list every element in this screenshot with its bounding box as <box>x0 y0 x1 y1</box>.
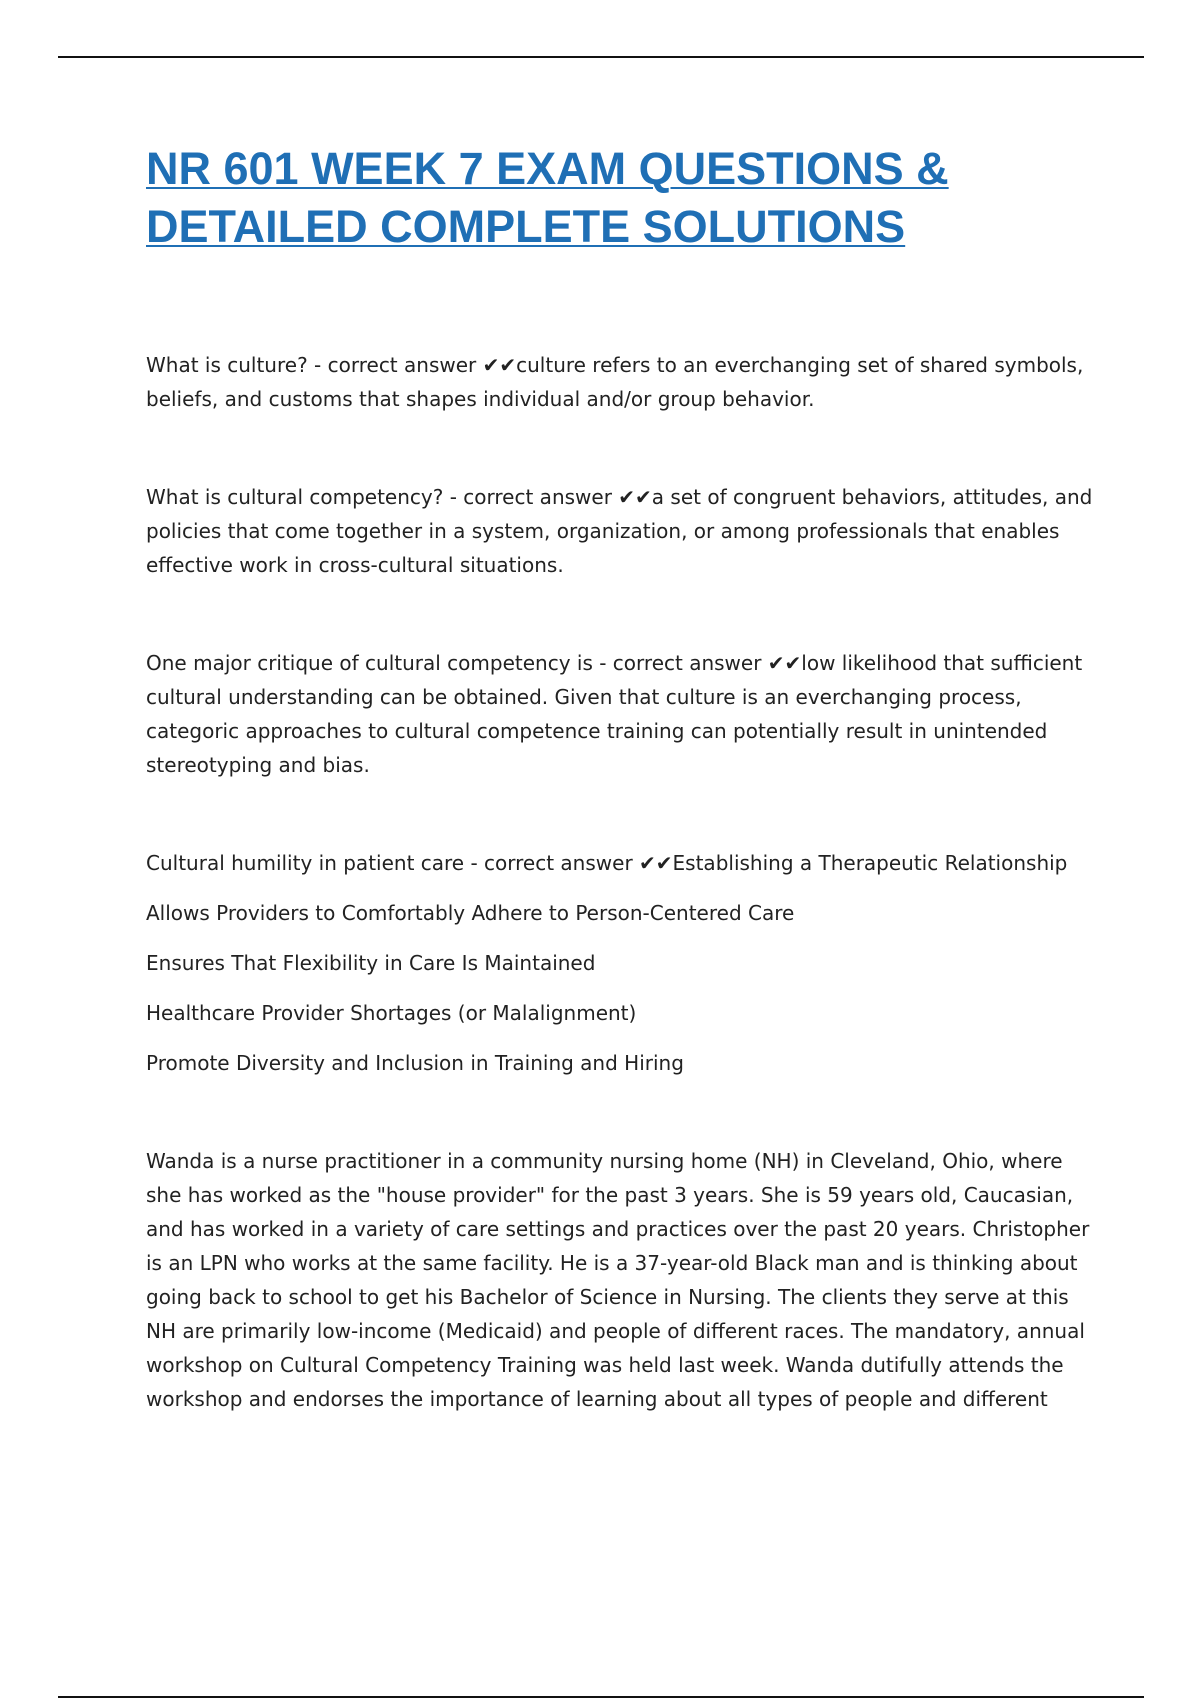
qa-cultural-competency: What is cultural competency? - correct answer ✔✔a set of congruent behaviors, attitudes, and policies that come together in a system, organization, or among professionals that enables effective work in cross-cultural situations. <box>146 485 1093 577</box>
footer-rule <box>58 1696 1144 1698</box>
header-rule <box>58 56 1144 58</box>
qa-cultural-humility: Cultural humility in patient care - correct answer ✔✔Establishing a Therapeutic Relationship <box>146 851 1068 875</box>
humility-list-item: Promote Diversity and Inclusion in Training and Hiring <box>146 1051 684 1075</box>
humility-list-item: Healthcare Provider Shortages (or Malalignment) <box>146 1001 637 1025</box>
document-title[interactable]: NR 601 WEEK 7 EXAM QUESTIONS & DETAILED COMPLETE SOLUTIONS <box>146 143 949 252</box>
qa-critique: One major critique of cultural competency is - correct answer ✔✔low likelihood that sufficient cultural understanding can be obtained. Given that culture is an everchanging process, categoric approaches to cultural competence training can potentially result in unintended stereotyping and bias. <box>146 651 1083 777</box>
humility-list-item: Allows Providers to Comfortably Adhere to Person-Centered Care <box>146 901 795 925</box>
humility-list-item: Ensures That Flexibility in Care Is Maintained <box>146 951 596 975</box>
case-study-paragraph: Wanda is a nurse practitioner in a community nursing home (NH) in Cleveland, Ohio, where she has worked as the "house provider" for the past 3 years. She is 59 years old, Caucasian, and has worked in a variety of care settings and practices over the past 20 years. Christopher is an LPN who works at the same facility. He is a 37-year-old Black man and is thinking about going back to school to get his Bachelor of Science in Nursing. The clients they serve at this NH are primarily low-income (Medicaid) and people of different races. The mandatory, annual workshop on Cultural Competency Training was held last week. Wanda dutifully attends the workshop and endorses the importance of learning about all types of people and different <box>146 1149 1090 1411</box>
document-body <box>146 140 1096 1416</box>
qa-culture: What is culture? - correct answer ✔✔culture refers to an everchanging set of shared symbols, beliefs, and customs that shapes individual and/or group behavior. <box>146 353 1084 411</box>
